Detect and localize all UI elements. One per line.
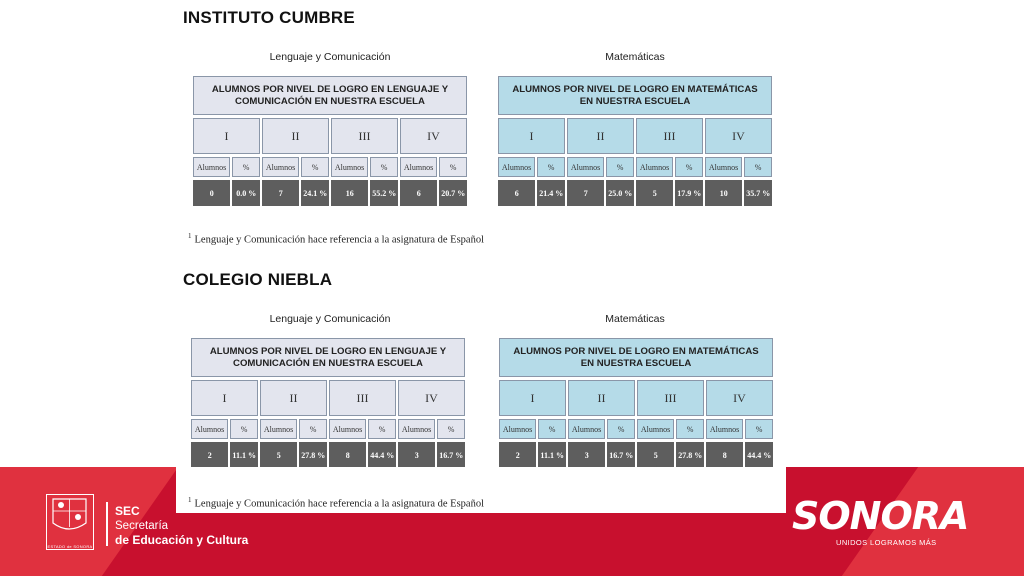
table-header: ALUMNOS POR NIVEL DE LOGRO EN MATEMÁTICAS EN NUESTRA ESCUELA bbox=[499, 338, 773, 377]
col-alumnos: Alumnos bbox=[636, 157, 673, 177]
students-percent: 44.4 % bbox=[368, 442, 396, 468]
students-percent: 27.8 % bbox=[676, 442, 704, 468]
students-percent: 35.7 % bbox=[744, 180, 772, 206]
col-alumnos: Alumnos bbox=[331, 157, 368, 177]
col-percent: % bbox=[439, 157, 467, 177]
table-lang-1 bbox=[193, 76, 467, 206]
level-cell: IV bbox=[398, 380, 465, 416]
subject-mat-2: Matemáticas bbox=[605, 313, 665, 325]
table-header: ALUMNOS POR NIVEL DE LOGRO EN LENGUAJE Y COMUNICACIÓN EN NUESTRA ESCUELA bbox=[191, 338, 465, 377]
students-count: 16 bbox=[331, 180, 368, 206]
level-row bbox=[499, 380, 773, 416]
col-percent: % bbox=[744, 157, 772, 177]
value-row bbox=[498, 180, 772, 206]
sonora-tagline: UNIDOS LOGRAMOS MÁS bbox=[836, 538, 937, 547]
seal-caption: ESTADO de SONORA bbox=[47, 544, 93, 549]
school-title-1: INSTITUTO CUMBRE bbox=[183, 8, 355, 27]
level-row bbox=[193, 118, 467, 154]
level-cell: I bbox=[191, 380, 258, 416]
col-percent: % bbox=[299, 419, 327, 439]
school-title-2: COLEGIO NIEBLA bbox=[183, 270, 333, 289]
col-percent: % bbox=[675, 157, 703, 177]
table-lang-2 bbox=[191, 338, 465, 468]
footnote-text: Lenguaje y Comunicación hace referencia a la asignatura de Español bbox=[194, 498, 484, 510]
table-header: ALUMNOS POR NIVEL DE LOGRO EN MATEMÁTICAS EN NUESTRA ESCUELA bbox=[498, 76, 772, 115]
table-header: ALUMNOS POR NIVEL DE LOGRO EN LENGUAJE Y COMUNICACIÓN EN NUESTRA ESCUELA bbox=[193, 76, 467, 115]
col-alumnos: Alumnos bbox=[191, 419, 228, 439]
students-count: 6 bbox=[498, 180, 535, 206]
col-percent: % bbox=[538, 419, 566, 439]
col-alumnos: Alumnos bbox=[329, 419, 366, 439]
level-cell: III bbox=[329, 380, 396, 416]
col-alumnos: Alumnos bbox=[706, 419, 743, 439]
students-percent: 0.0 % bbox=[232, 180, 260, 206]
level-cell: IV bbox=[706, 380, 773, 416]
students-count: 7 bbox=[567, 180, 604, 206]
footnote-2 bbox=[188, 496, 484, 510]
students-percent: 20.7 % bbox=[439, 180, 467, 206]
sec-name-line1: Secretaría bbox=[115, 520, 169, 532]
students-percent: 21.4 % bbox=[537, 180, 565, 206]
subheader-row bbox=[191, 419, 465, 439]
col-percent: % bbox=[676, 419, 704, 439]
students-percent: 16.7 % bbox=[437, 442, 465, 468]
value-row bbox=[193, 180, 467, 206]
students-percent: 55.2 % bbox=[370, 180, 398, 206]
value-row bbox=[191, 442, 465, 468]
level-cell: II bbox=[262, 118, 329, 154]
subheader-row bbox=[193, 157, 467, 177]
students-percent: 16.7 % bbox=[607, 442, 635, 468]
students-percent: 25.0 % bbox=[606, 180, 634, 206]
col-percent: % bbox=[606, 157, 634, 177]
level-cell: III bbox=[637, 380, 704, 416]
col-percent: % bbox=[368, 419, 396, 439]
col-percent: % bbox=[370, 157, 398, 177]
level-cell: I bbox=[498, 118, 565, 154]
subject-mat-1: Matemáticas bbox=[605, 51, 665, 63]
col-percent: % bbox=[301, 157, 329, 177]
sec-label: SEC bbox=[115, 504, 140, 518]
col-alumnos: Alumnos bbox=[705, 157, 742, 177]
table-mat-2 bbox=[499, 338, 773, 468]
students-count: 5 bbox=[260, 442, 297, 468]
level-cell: III bbox=[636, 118, 703, 154]
students-percent: 17.9 % bbox=[675, 180, 703, 206]
students-percent: 44.4 % bbox=[745, 442, 773, 468]
col-percent: % bbox=[232, 157, 260, 177]
value-row bbox=[499, 442, 773, 468]
students-percent: 11.1 % bbox=[538, 442, 566, 468]
students-count: 0 bbox=[193, 180, 230, 206]
footnote-mark: 1 bbox=[188, 496, 192, 504]
footnote-mark: 1 bbox=[188, 232, 192, 240]
col-alumnos: Alumnos bbox=[193, 157, 230, 177]
col-percent: % bbox=[437, 419, 465, 439]
level-row bbox=[498, 118, 772, 154]
students-percent: 11.1 % bbox=[230, 442, 258, 468]
students-percent: 27.8 % bbox=[299, 442, 327, 468]
students-count: 3 bbox=[398, 442, 435, 468]
col-percent: % bbox=[230, 419, 258, 439]
level-cell: IV bbox=[705, 118, 772, 154]
footnote-1 bbox=[188, 232, 484, 246]
level-cell: I bbox=[193, 118, 260, 154]
students-count: 2 bbox=[191, 442, 228, 468]
subheader-row bbox=[498, 157, 772, 177]
col-alumnos: Alumnos bbox=[262, 157, 299, 177]
footnote-text: Lenguaje y Comunicación hace referencia a la asignatura de Español bbox=[194, 234, 484, 246]
students-count: 7 bbox=[262, 180, 299, 206]
col-percent: % bbox=[607, 419, 635, 439]
col-alumnos: Alumnos bbox=[498, 157, 535, 177]
col-alumnos: Alumnos bbox=[499, 419, 536, 439]
level-cell: II bbox=[568, 380, 635, 416]
subheader-row bbox=[499, 419, 773, 439]
students-count: 10 bbox=[705, 180, 742, 206]
students-count: 3 bbox=[568, 442, 605, 468]
col-alumnos: Alumnos bbox=[260, 419, 297, 439]
sonora-logo: SONORA bbox=[792, 494, 969, 538]
level-cell: I bbox=[499, 380, 566, 416]
subject-lang-2: Lenguaje y Comunicación bbox=[269, 313, 391, 325]
students-percent: 24.1 % bbox=[301, 180, 329, 206]
students-count: 2 bbox=[499, 442, 536, 468]
sec-name-line2: de Educación y Cultura bbox=[115, 533, 249, 547]
table-mat-1 bbox=[498, 76, 772, 206]
state-seal-icon bbox=[46, 494, 94, 550]
students-count: 6 bbox=[400, 180, 437, 206]
students-count: 5 bbox=[637, 442, 674, 468]
students-count: 8 bbox=[706, 442, 743, 468]
col-percent: % bbox=[537, 157, 565, 177]
level-cell: IV bbox=[400, 118, 467, 154]
students-count: 5 bbox=[636, 180, 673, 206]
students-count: 8 bbox=[329, 442, 366, 468]
subject-lang-1: Lenguaje y Comunicación bbox=[269, 51, 391, 63]
col-alumnos: Alumnos bbox=[568, 419, 605, 439]
level-cell: II bbox=[260, 380, 327, 416]
level-row bbox=[191, 380, 465, 416]
col-alumnos: Alumnos bbox=[398, 419, 435, 439]
col-alumnos: Alumnos bbox=[400, 157, 437, 177]
col-alumnos: Alumnos bbox=[567, 157, 604, 177]
footer-divider bbox=[106, 502, 108, 546]
level-cell: II bbox=[567, 118, 634, 154]
col-percent: % bbox=[745, 419, 773, 439]
col-alumnos: Alumnos bbox=[637, 419, 674, 439]
level-cell: III bbox=[331, 118, 398, 154]
